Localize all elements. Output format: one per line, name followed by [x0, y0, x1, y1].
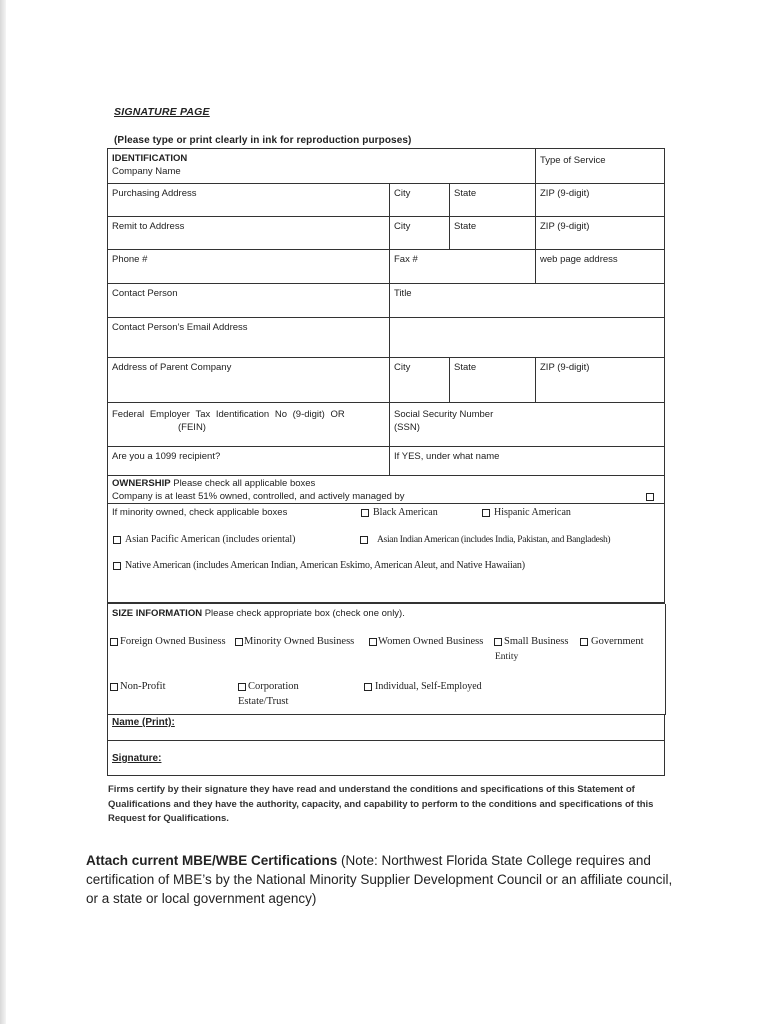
fax-field[interactable]	[390, 250, 536, 283]
tax-id-row	[108, 403, 665, 447]
nonprofit-option[interactable]	[110, 681, 166, 692]
remit-state-label: State	[454, 221, 477, 232]
purchasing-address-field[interactable]	[108, 184, 390, 216]
size-heading: SIZE INFORMATION	[112, 608, 203, 619]
remit-state-field[interactable]	[450, 217, 536, 249]
certification-statement: Firms certify by their signature they have read and understand the conditions and specifications of this Statement of Qualifications and they have the authority, capacity, and capability to perform to the conditions and specifications of this Request for Qualifications.	[108, 784, 654, 824]
black-american-label: Black American	[373, 507, 438, 518]
native-american-label: Native American (includes American Indian, American Eskimo, American Aleut, and Native Hawaiian)	[125, 560, 525, 571]
minority-label: If minority owned, check applicable boxes	[112, 507, 288, 518]
contact-email-label: Contact Person’s Email Address	[112, 322, 248, 333]
identification-row	[108, 149, 665, 184]
government-option[interactable]	[580, 636, 644, 647]
government-label: Government	[591, 636, 644, 647]
contact-person-field[interactable]	[108, 284, 390, 317]
type-of-service-label: Type of Service	[540, 155, 606, 166]
asian-indian-checkbox[interactable]	[360, 536, 368, 544]
ssn-label: Social Security Number	[394, 409, 494, 420]
hispanic-american-checkbox[interactable]	[482, 509, 490, 517]
ownership-heading: OWNERSHIP	[112, 478, 171, 489]
small-business-option[interactable]	[494, 636, 568, 647]
ownership-managed-line	[108, 490, 664, 503]
purchasing-zip-field[interactable]	[536, 184, 665, 216]
native-american-option[interactable]	[113, 560, 525, 571]
size-instruction: Please check appropriate box (check one only).	[204, 608, 405, 619]
size-section	[108, 604, 666, 715]
nonprofit-checkbox[interactable]	[110, 683, 118, 691]
parent-zip-label: ZIP (9-digit)	[540, 362, 590, 373]
minority-owned-option[interactable]	[235, 636, 354, 647]
type-of-service-field[interactable]	[536, 149, 665, 183]
contact-email-value[interactable]	[390, 318, 665, 357]
asian-indian-label: Asian Indian American (includes India, Pakistan, and Bangladesh)	[377, 535, 611, 545]
fax-label: Fax #	[394, 254, 418, 265]
ownership-managed-checkbox[interactable]	[646, 493, 654, 501]
contact-row	[108, 284, 665, 318]
contact-person-label: Contact Person	[112, 288, 178, 299]
hispanic-american-label: Hispanic American	[494, 507, 571, 518]
print-instruction: (Please type or print clearly in ink for reproduction purposes)	[114, 135, 412, 146]
remit-zip-label: ZIP (9-digit)	[540, 221, 590, 232]
ownership-instruction: Please check all applicable boxes	[173, 478, 316, 489]
asian-pacific-checkbox[interactable]	[113, 536, 121, 544]
purchasing-state-label: State	[454, 188, 477, 199]
phone-label: Phone #	[112, 254, 148, 265]
remit-zip-field[interactable]	[536, 217, 665, 249]
phone-row	[108, 250, 665, 284]
asian-pacific-label: Asian Pacific American (includes oriental)	[125, 534, 296, 545]
parent-state-label: State	[454, 362, 477, 373]
purchasing-city-field[interactable]	[390, 184, 450, 216]
minority-block	[108, 504, 665, 604]
individual-checkbox[interactable]	[364, 683, 372, 691]
web-address-label: web page address	[540, 254, 618, 265]
email-row	[108, 318, 665, 358]
attach-note: (Note: Northwest Florida State College requires and certification of MBE’s by the National Minority Supplier Development Council or an affiliate council, or a state or local government agency)	[86, 853, 673, 906]
remit-address-field[interactable]	[108, 217, 390, 249]
remit-address-label: Remit to Address	[112, 221, 185, 232]
fein-field[interactable]	[108, 403, 390, 446]
nonprofit-label: Non-Profit	[120, 681, 166, 692]
ownership-managed-label: Company is at least 51% owned, controlled, and actively managed by	[112, 491, 405, 502]
ownership-section	[108, 476, 665, 504]
company-name-label: Company Name	[112, 166, 181, 177]
parent-zip-field[interactable]	[536, 358, 665, 402]
recipient-question: Are you a 1099 recipient?	[112, 451, 221, 462]
vendor-form	[107, 148, 665, 776]
fein-label: Federal Employer Tax Identification No (9-digit) OR	[112, 409, 345, 420]
name-print-label: Name (Print):	[112, 717, 175, 728]
ownership-block	[108, 476, 665, 503]
asian-indian-option[interactable]	[360, 535, 610, 545]
parent-address-field[interactable]	[108, 358, 390, 402]
foreign-owned-checkbox[interactable]	[110, 638, 118, 646]
signature-label: Signature:	[112, 753, 162, 764]
title-label: Title	[394, 288, 412, 299]
corporation-option[interactable]	[238, 681, 299, 692]
purchasing-city-label: City	[394, 188, 411, 199]
ownership-header	[108, 477, 664, 490]
parent-city-label: City	[394, 362, 411, 373]
corporation-checkbox[interactable]	[238, 683, 246, 691]
foreign-owned-label: Foreign Owned Business	[120, 636, 226, 647]
foreign-owned-option[interactable]	[110, 636, 226, 647]
purchasing-zip-label: ZIP (9-digit)	[540, 188, 590, 199]
corporation-label: Corporation	[248, 681, 299, 692]
purchasing-row	[108, 184, 665, 217]
parent-state-field[interactable]	[450, 358, 536, 402]
attach-heading: Attach current MBE/WBE Certifications	[86, 853, 338, 868]
web-address-field[interactable]	[536, 250, 665, 283]
remit-city-label: City	[394, 221, 411, 232]
purchasing-state-field[interactable]	[450, 184, 536, 216]
remit-row	[108, 217, 665, 250]
page-edge	[0, 0, 6, 1024]
government-entity-label: Entity	[495, 652, 519, 662]
company-name-field[interactable]	[108, 149, 536, 183]
asian-pacific-option[interactable]	[113, 534, 296, 545]
fein-abbrev: (FEIN)	[178, 422, 206, 433]
minority-owned-label: Minority Owned Business	[244, 636, 355, 647]
page-title: SIGNATURE PAGE	[114, 106, 210, 118]
phone-field[interactable]	[108, 250, 390, 283]
title-field[interactable]	[390, 284, 665, 317]
individual-option[interactable]	[364, 681, 482, 692]
minority-owned-checkbox[interactable]	[235, 638, 243, 646]
remit-city-field[interactable]	[390, 217, 450, 249]
recipient-row	[108, 447, 665, 476]
ssn-abbrev: (SSN)	[394, 422, 420, 433]
size-header	[112, 608, 405, 619]
native-american-checkbox[interactable]	[113, 562, 121, 570]
black-american-checkbox[interactable]	[361, 509, 369, 517]
parent-city-field[interactable]	[390, 358, 450, 402]
contact-email-field[interactable]	[108, 318, 390, 357]
women-owned-option[interactable]	[369, 636, 483, 647]
hispanic-american-option[interactable]	[482, 507, 571, 518]
signature-field[interactable]	[108, 741, 665, 776]
identification-heading: IDENTIFICATION	[112, 153, 188, 164]
recipient-if-yes: If YES, under what name	[394, 451, 500, 462]
small-business-checkbox[interactable]	[494, 638, 502, 646]
black-american-option[interactable]	[361, 507, 438, 518]
individual-label: Individual, Self-Employed	[375, 681, 482, 692]
recipient-name-field[interactable]	[390, 447, 665, 475]
parent-address-label: Address of Parent Company	[112, 362, 232, 373]
parent-row	[108, 358, 665, 403]
small-business-label: Small Business	[504, 636, 569, 647]
attach-certifications-note	[86, 851, 686, 908]
purchasing-address-label: Purchasing Address	[112, 188, 197, 199]
women-owned-checkbox[interactable]	[369, 638, 377, 646]
estate-trust-label: Estate/Trust	[238, 696, 289, 707]
women-owned-label: Women Owned Business	[378, 636, 484, 647]
recipient-question-field[interactable]	[108, 447, 390, 475]
name-print-field[interactable]	[108, 715, 665, 741]
ssn-field[interactable]	[390, 403, 665, 446]
government-checkbox[interactable]	[580, 638, 588, 646]
